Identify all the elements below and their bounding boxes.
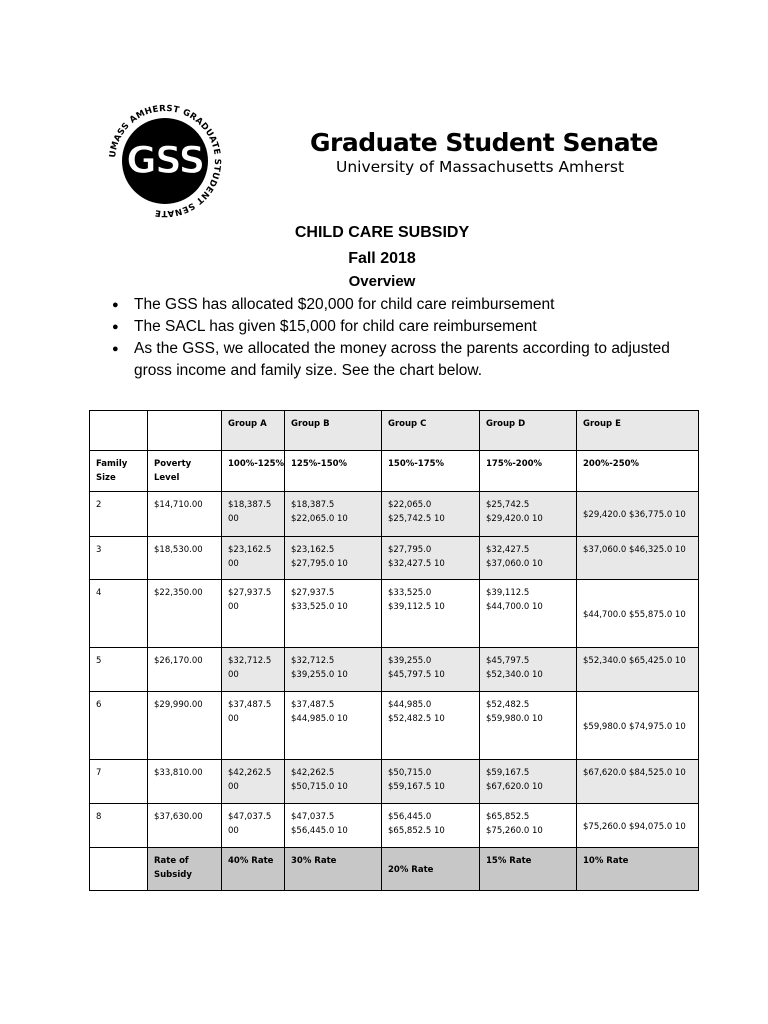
table-cell: $27,795.0 $32,427.5 10 xyxy=(382,537,480,580)
table-row xyxy=(90,492,699,537)
header-row xyxy=(90,411,699,451)
table-cell: $75,260.0 $94,075.0 10 xyxy=(577,804,699,848)
table-cell: $44,700.0 $55,875.0 10 xyxy=(577,580,699,648)
table-cell: $32,712.5 00 xyxy=(222,648,285,692)
table-cell: $37,487.5 00 xyxy=(222,692,285,760)
subsidy-table xyxy=(89,410,699,891)
table-cell: 8 xyxy=(90,804,148,848)
table-cell: 6 xyxy=(90,692,148,760)
table-cell: $18,387.5 $22,065.0 10 xyxy=(285,492,382,537)
table-cell: $22,065.0 $25,742.5 10 xyxy=(382,492,480,537)
table-row xyxy=(90,580,699,648)
table-cell: $59,980.0 $74,975.0 10 xyxy=(577,692,699,760)
table-row xyxy=(90,537,699,580)
table-cell: $27,937.5 $33,525.0 10 xyxy=(285,580,382,648)
table-row xyxy=(90,648,699,692)
subsidy-table-body xyxy=(90,411,699,891)
table-cell xyxy=(148,411,222,451)
table-cell: Group C xyxy=(382,411,480,451)
gss-logo xyxy=(104,100,226,222)
table-cell: $27,937.5 00 xyxy=(222,580,285,648)
table-cell: Group E xyxy=(577,411,699,451)
table-cell: $52,340.0 $65,425.0 10 xyxy=(577,648,699,692)
table-cell: $47,037.5 00 xyxy=(222,804,285,848)
table-cell: $42,262.5 00 xyxy=(222,760,285,804)
table-cell: Poverty Level xyxy=(148,451,222,492)
table-cell: 10% Rate xyxy=(577,848,699,891)
table-cell: $33,525.0 $39,112.5 10 xyxy=(382,580,480,648)
table-cell: $18,387.5 00 xyxy=(222,492,285,537)
table-cell: 40% Rate xyxy=(222,848,285,891)
table-cell: 7 xyxy=(90,760,148,804)
table-cell: $44,985.0 $52,482.5 10 xyxy=(382,692,480,760)
table-cell: 175%-200% xyxy=(480,451,577,492)
organization-title: Graduate Student Senate xyxy=(310,128,658,157)
table-cell: $45,797.5 $52,340.0 10 xyxy=(480,648,577,692)
document-title: CHILD CARE SUBSIDY xyxy=(294,224,470,241)
table-cell: 15% Rate xyxy=(480,848,577,891)
table-cell: $42,262.5 $50,715.0 10 xyxy=(285,760,382,804)
table-cell: $37,060.0 $46,325.0 10 xyxy=(577,537,699,580)
table-cell: $25,742.5 $29,420.0 10 xyxy=(480,492,577,537)
table-cell: $47,037.5 $56,445.0 10 xyxy=(285,804,382,848)
table-cell: Group D xyxy=(480,411,577,451)
table-cell: 20% Rate xyxy=(382,848,480,891)
table-cell: $37,630.00 xyxy=(148,804,222,848)
gss-logo-graphic xyxy=(104,100,226,222)
table-cell xyxy=(90,848,148,891)
table-row xyxy=(90,692,699,760)
header-row xyxy=(90,451,699,492)
table-cell: 200%-250% xyxy=(577,451,699,492)
table-cell: $52,482.5 $59,980.0 10 xyxy=(480,692,577,760)
table-cell: $33,810.00 xyxy=(148,760,222,804)
table-cell: $22,350.00 xyxy=(148,580,222,648)
table-cell: $56,445.0 $65,852.5 10 xyxy=(382,804,480,848)
table-cell: $14,710.00 xyxy=(148,492,222,537)
table-cell: $29,990.00 xyxy=(148,692,222,760)
table-cell: 5 xyxy=(90,648,148,692)
table-cell: 30% Rate xyxy=(285,848,382,891)
table-cell: $23,162.5 00 xyxy=(222,537,285,580)
overview-bullet: ● The GSS has allocated $20,000 for child care reimbursement xyxy=(112,294,692,316)
table-cell: $39,255.0 $45,797.5 10 xyxy=(382,648,480,692)
table-cell: 125%-150% xyxy=(285,451,382,492)
rate-row xyxy=(90,848,699,891)
table-cell: $29,420.0 $36,775.0 10 xyxy=(577,492,699,537)
table-cell: $59,167.5 $67,620.0 10 xyxy=(480,760,577,804)
table-cell: $37,487.5 $44,985.0 10 xyxy=(285,692,382,760)
table-cell: 4 xyxy=(90,580,148,648)
table-cell: Group B xyxy=(285,411,382,451)
table-cell: Group A xyxy=(222,411,285,451)
table-cell: Family Size xyxy=(90,451,148,492)
table-cell: $32,427.5 $37,060.0 10 xyxy=(480,537,577,580)
table-row xyxy=(90,760,699,804)
table-row xyxy=(90,804,699,848)
logo-ring-text: UMASS AMHERST GRADUATE STUDENT SENATE xyxy=(108,103,223,219)
overview-bullet: ● As the GSS, we allocated the money across the parents according to adjusted gross income and family size. See the chart below. xyxy=(112,338,692,382)
table-cell: $65,852.5 $75,260.0 10 xyxy=(480,804,577,848)
table-cell: $18,530.00 xyxy=(148,537,222,580)
logo-letters: GSS xyxy=(126,139,204,182)
document-term: Fall 2018 xyxy=(348,250,416,267)
table-cell: Rate of Subsidy xyxy=(148,848,222,891)
table-cell: $23,162.5 $27,795.0 10 xyxy=(285,537,382,580)
table-cell: 2 xyxy=(90,492,148,537)
table-cell: 3 xyxy=(90,537,148,580)
table-cell: $67,620.0 $84,525.0 10 xyxy=(577,760,699,804)
table-cell: $39,112.5 $44,700.0 10 xyxy=(480,580,577,648)
section-heading: Overview xyxy=(348,273,416,290)
table-cell: $26,170.00 xyxy=(148,648,222,692)
overview-bullet: ● The SACL has given $15,000 for child care reimbursement xyxy=(112,316,692,338)
table-cell: 150%-175% xyxy=(382,451,480,492)
table-cell xyxy=(90,411,148,451)
table-cell: $32,712.5 $39,255.0 10 xyxy=(285,648,382,692)
organization-subtitle: University of Massachusetts Amherst xyxy=(336,158,625,176)
table-cell: $50,715.0 $59,167.5 10 xyxy=(382,760,480,804)
overview-list xyxy=(112,294,692,382)
table-cell: 100%-125% xyxy=(222,451,285,492)
